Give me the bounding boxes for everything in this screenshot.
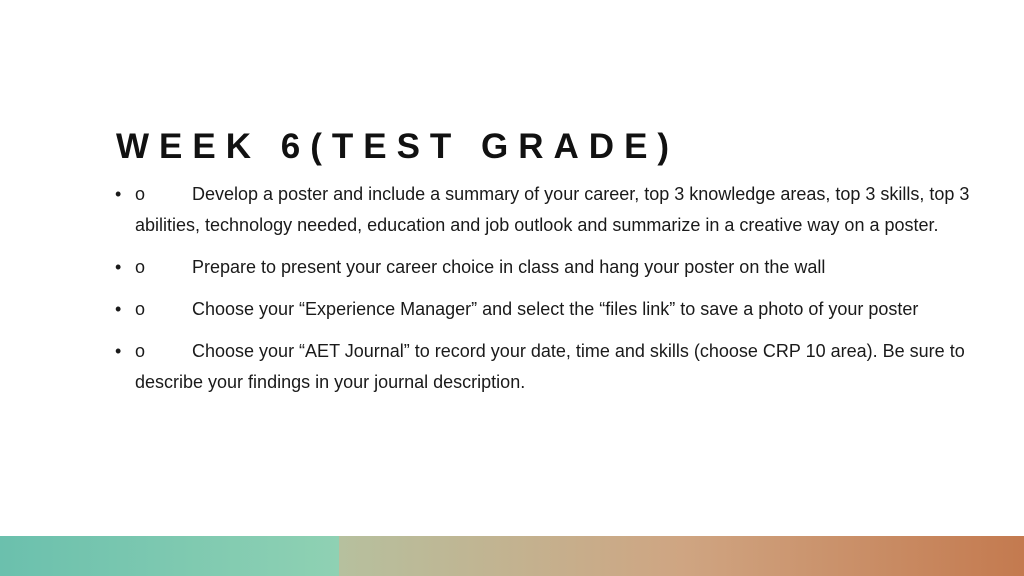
sub-marker: o	[135, 257, 146, 277]
list-item	[115, 179, 985, 241]
list-item	[115, 336, 985, 398]
bullet-dot-icon: •	[115, 341, 122, 361]
sub-marker: o	[135, 184, 146, 204]
bullet-dot-icon: •	[115, 184, 122, 204]
footer-band-gradient	[339, 536, 1024, 576]
bullet-text: Develop a poster and include a summary of your career, top 3 knowledge areas, top 3 skills, top 3 abilities, technology needed, education and job outlook and summarize in a creative way on a poster.	[135, 184, 970, 235]
bullet-text: Prepare to present your career choice in class and hang your poster on the wall	[192, 257, 826, 277]
list-item	[115, 294, 985, 325]
sub-marker: o	[135, 341, 146, 361]
bullet-text: Choose your “Experience Manager” and select the “files link” to save a photo of your poster	[192, 299, 919, 319]
bullet-dot-icon: •	[115, 299, 122, 319]
footer-band-teal	[0, 536, 339, 576]
footer-color-band	[0, 536, 1024, 576]
list-item	[115, 252, 985, 283]
bullet-text: Choose your “AET Journal” to record your date, time and skills (choose CRP 10 area). Be sure to describe your findings in your journal description.	[135, 341, 965, 392]
sub-marker: o	[135, 299, 146, 319]
slide-title: WEEK 6(TEST GRADE)	[116, 127, 680, 166]
bullet-list	[115, 179, 985, 409]
bullet-dot-icon: •	[115, 257, 122, 277]
